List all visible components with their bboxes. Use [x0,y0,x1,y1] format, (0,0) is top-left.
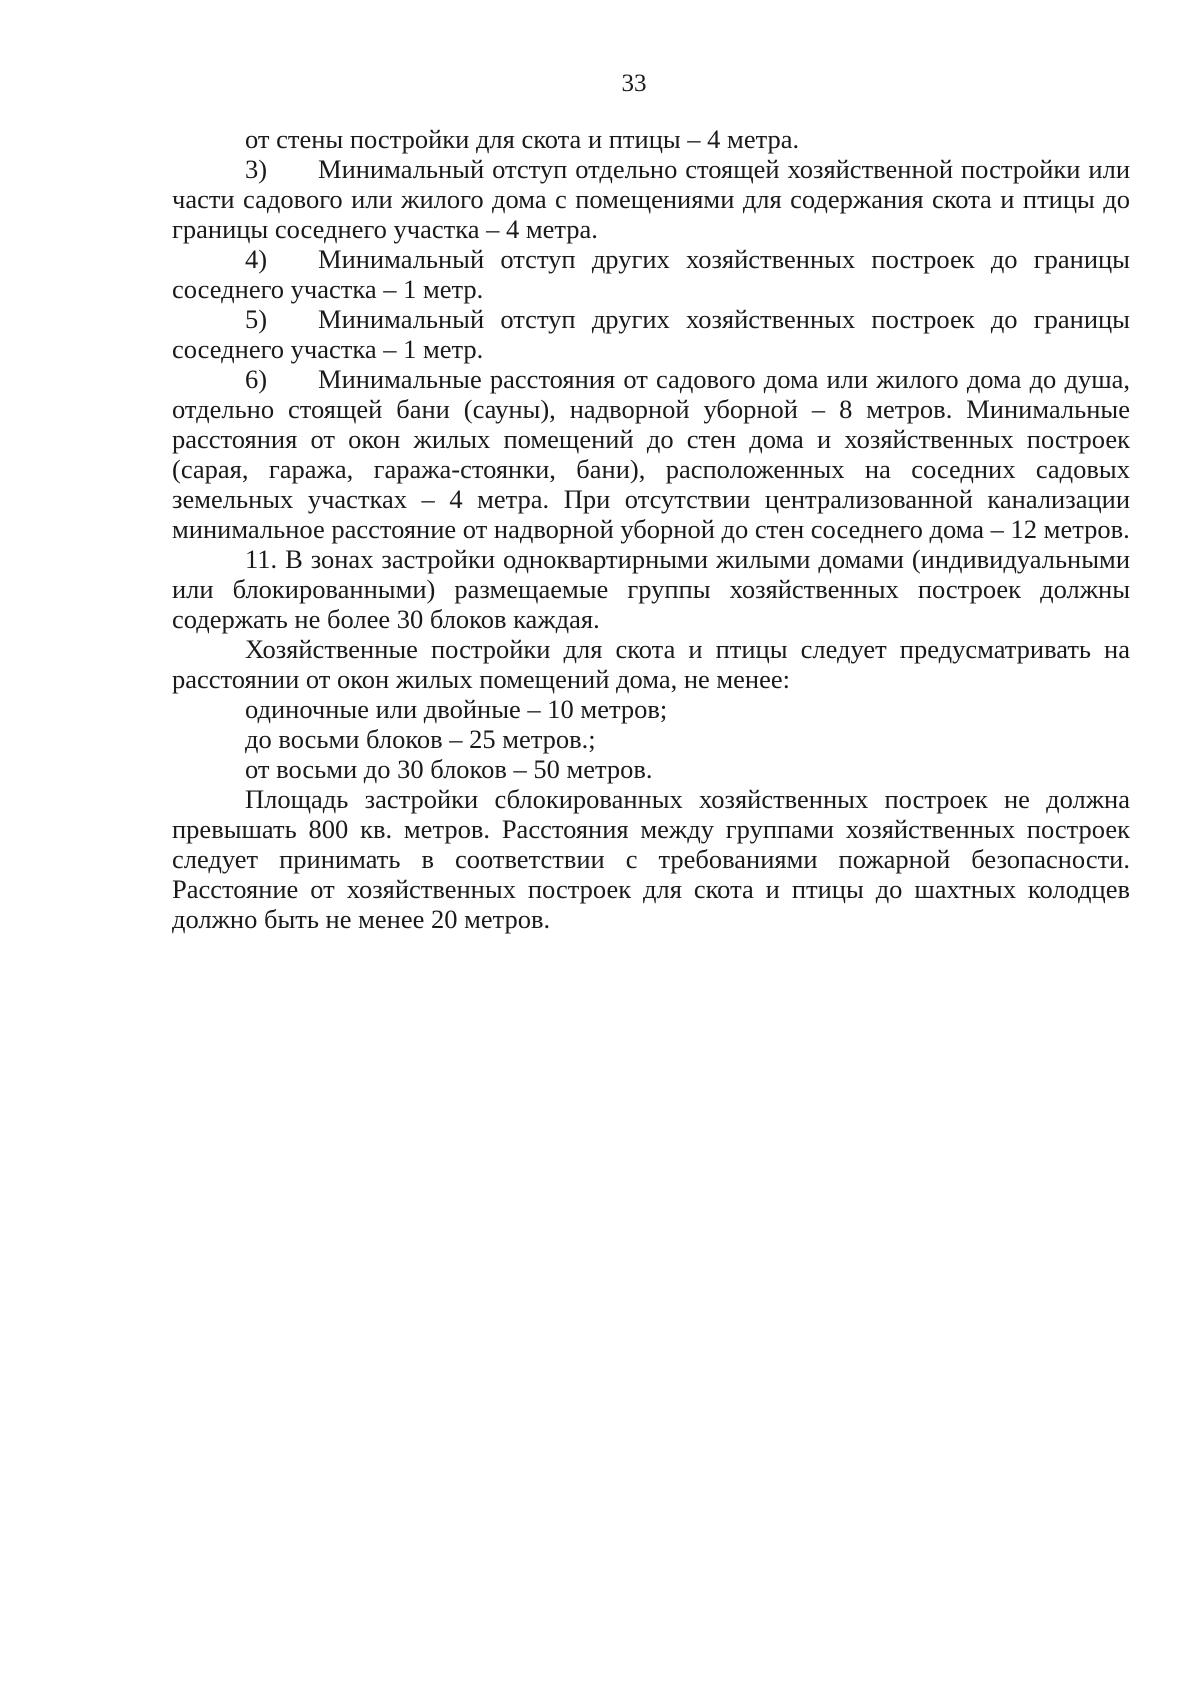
list-number: 3) [245,154,268,184]
paragraph-text: 11. В зонах застройки одноквартирными жилыми домами (индивидуальными или блокированными) размещаемые группы хозяйственных построек должны содержать не более 30 блоков каждая. [172,544,1130,634]
paragraph-text: Площадь застройки сблокированных хозяйственных построек не должна превышать 800 кв. метров. Расстояния между группами хозяйственных построек следует принимать в соответствии с требованиями пожарной безопасности. Расстояние от хозяйственных построек для скота и птицы до шахтных колодцев должно быть не менее 20 метров. [172,784,1130,934]
paragraph-11 [172,544,1130,634]
list-number: 5) [245,304,268,334]
paragraph [172,754,1130,784]
page-number: 33 [621,70,647,97]
list-item-3 [172,154,1130,244]
paragraph-text: Минимальный отступ отдельно стоящей хозяйственной постройки или части садового или жилого дома с помещениями для содержания скота и птицы до границы соседнего участка – 4 метра. [172,154,1130,244]
list-item-6 [172,364,1130,544]
paragraph-text: Минимальные расстояния от садового дома или жилого дома до душа, отдельно стоящей бани (сауны), надворной уборной – 8 метров. Минимальные расстояния от окон жилых помещений до стен дома и хозяйственных построек (сарая, гаража, гаража-стоянки, бани), расположенных на соседних садовых земельных участках – 4 метра. При отсутствии централизованной канализации минимальное расстояние от надворной уборной до стен соседнего дома – 12 метров. [172,364,1130,544]
paragraph-text: от стены постройки для скота и птицы – 4 метра. [245,124,800,154]
paragraph [172,784,1130,934]
list-item-5 [172,304,1130,364]
list-number: 4) [245,244,268,274]
paragraph [172,634,1130,694]
paragraph-text: до восьми блоков – 25 метров.; [245,724,596,754]
list-number: 6) [245,364,268,394]
paragraph-text: от восьми до 30 блоков – 50 метров. [245,754,653,784]
paragraph-text: одиночные или двойные – 10 метров; [245,694,668,724]
paragraph-text: Хозяйственные постройки для скота и птицы следует предусматривать на расстоянии от окон жилых помещений дома, не менее: [172,634,1130,694]
paragraph-text: Минимальный отступ других хозяйственных построек до границы соседнего участка – 1 метр. [172,304,1130,364]
list-item-4 [172,244,1130,304]
document-body [172,124,1130,934]
paragraph-text: Минимальный отступ других хозяйственных построек до границы соседнего участка – 1 метр. [172,244,1130,304]
paragraph [172,724,1130,754]
paragraph [172,694,1130,724]
paragraph [172,124,1130,154]
